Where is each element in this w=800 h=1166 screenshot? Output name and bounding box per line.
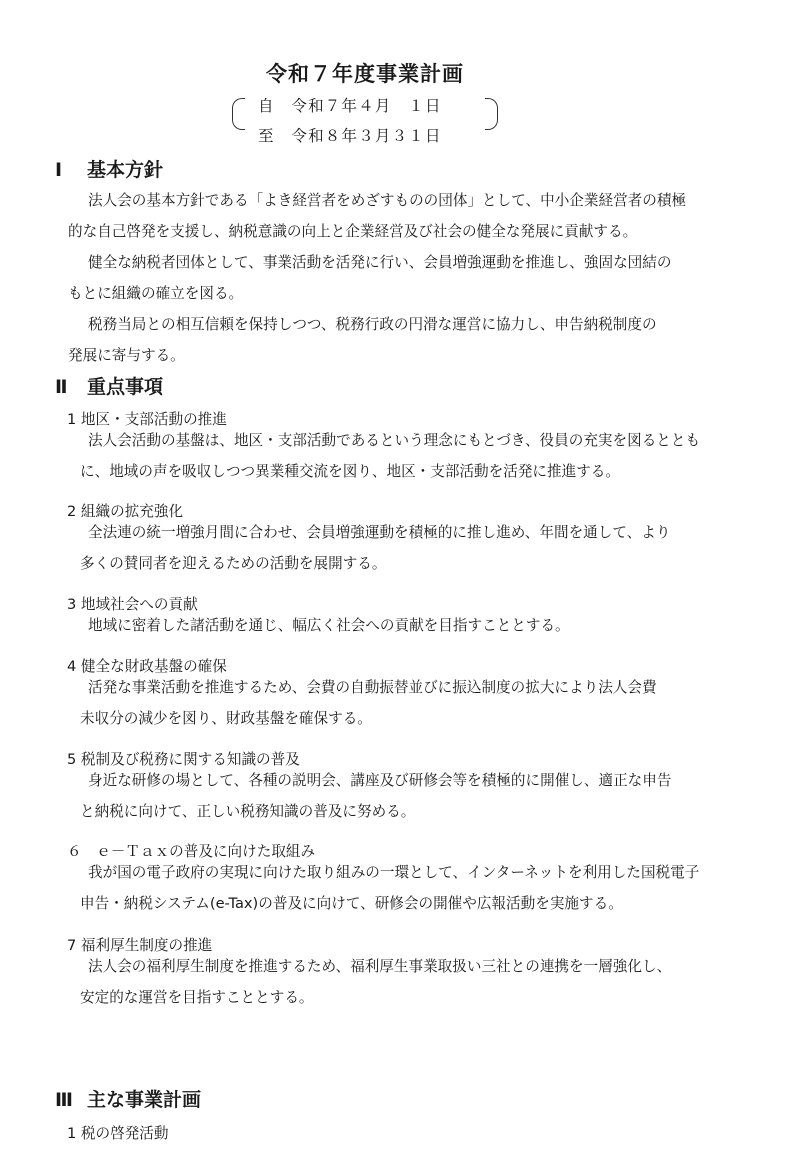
item-line: 全法連の統一増強月間に合わせ、会員増強運動を積極的に推し進め、年間を通して、より	[88, 524, 671, 541]
item-title: 3 地域社会への貢献	[67, 596, 198, 613]
period-to: 至 令和８年３月３１日	[258, 127, 442, 145]
item-line: に、地域の声を吸収しつつ異業種交流を図り、地区・支部活動を活発に推進する。	[80, 463, 620, 480]
item-title: 5 税制及び税務に関する知識の普及	[67, 751, 300, 768]
item-line: 申告・納税システム(e-Tax)の普及に向けて、研修会の開催や広報活動を実施する。	[80, 895, 623, 912]
item-title: ６ ｅ－Ｔａｘの普及に向けた取組み	[67, 843, 316, 860]
section-2-title: 重点事項	[87, 376, 164, 398]
item-title: 1 地区・支部活動の推進	[67, 411, 227, 428]
item-line: 法人会の福利厚生制度を推進するため、福利厚生事業取扱い三社との連携を一層強化し、	[88, 958, 672, 975]
item-line: 我が国の電子政府の実現に向けた取り組みの一環として、インターネットを利用した国税電子	[88, 864, 700, 881]
item-title: 1 税の啓発活動	[67, 1125, 169, 1142]
paragraph: 法人会の基本方針である「よき経営者をめざすものの団体」として、中小企業経営者の積極	[88, 192, 687, 209]
section-3-number: Ⅲ	[55, 1089, 73, 1111]
paragraph: 健全な納税者団体として、事業活動を活発に行い、会員増強運動を推進し、強固な団結の	[88, 254, 672, 271]
section-1-heading	[55, 155, 163, 182]
right-bracket	[485, 98, 498, 130]
item-line: 多くの賛同者を迎えるための活動を展開する。	[80, 555, 387, 572]
item-title: 4 健全な財政基盤の確保	[67, 658, 227, 675]
section-2-number: Ⅱ	[55, 376, 68, 398]
item-title: 2 組織の拡充強化	[67, 503, 184, 520]
paragraph: 発展に寄与する。	[68, 347, 185, 364]
item-line: 法人会活動の基盤は、地区・支部活動であるという理念にもとづき、役員の充実を図るととも	[88, 432, 701, 449]
section-3-title: 主な事業計画	[87, 1089, 202, 1111]
section-1-title: 基本方針	[87, 159, 164, 181]
section-1-number: Ⅰ	[55, 159, 63, 181]
period-from: 自 令和７年４月 １日	[258, 97, 442, 115]
section-3-heading	[55, 1085, 201, 1112]
item-line: 安定的な運営を目指すこととする。	[80, 989, 314, 1006]
item-title: 7 福利厚生制度の推進	[67, 937, 213, 954]
paragraph: 的な自己啓発を支援し、納税意識の向上と企業経営及び社会の健全な発展に貢献する。	[68, 223, 638, 240]
item-line: 活発な事業活動を推進するため、会費の自動振替並びに振込制度の拡大により法人会費	[88, 679, 657, 696]
paragraph: もとに組織の確立を図る。	[68, 285, 244, 302]
period-block	[232, 94, 498, 150]
item-line: 地域に密着した諸活動を通じ、幅広く社会への貢献を目指すこととする。	[88, 617, 570, 634]
left-bracket	[232, 98, 245, 130]
section-2-heading	[55, 372, 163, 399]
paragraph: 税務当局との相互信頼を保持しつつ、税務行政の円滑な運営に協力し、申告納税制度の	[88, 316, 657, 333]
page-title: 令和７年度事業計画	[266, 62, 464, 86]
item-line: 身近な研修の場として、各種の説明会、講座及び研修会等を積極的に開催し、適正な申告	[88, 772, 672, 789]
item-line: と納税に向けて、正しい税務知識の普及に努める。	[80, 803, 416, 820]
item-line: 未収分の減少を図り、財政基盤を確保する。	[80, 710, 372, 727]
